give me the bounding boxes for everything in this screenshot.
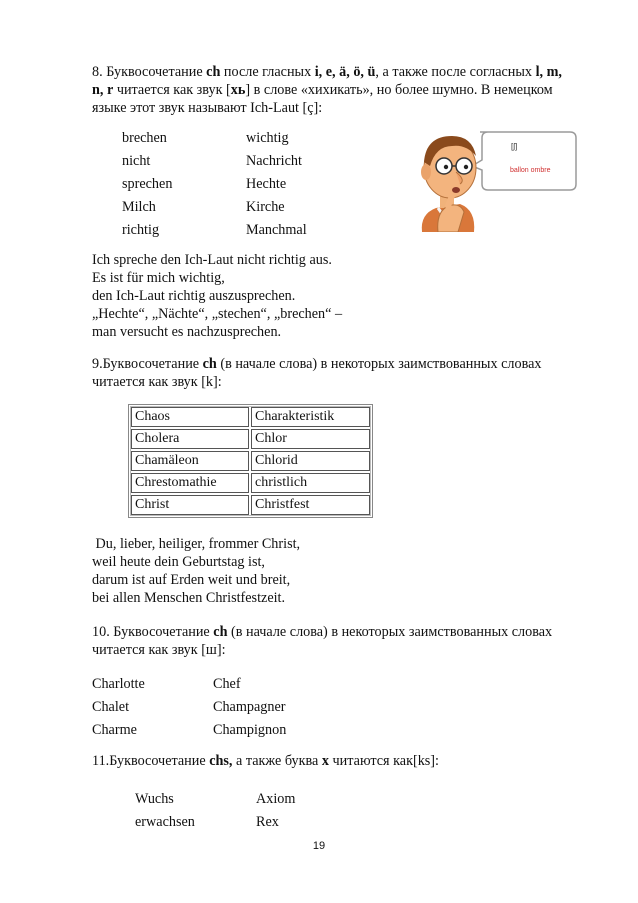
word-item: Milch — [122, 199, 156, 215]
word-item: Kirche — [246, 199, 285, 215]
table-cell: Cholera — [131, 429, 249, 449]
text-bold: i, e, ä, ö, ü — [314, 64, 376, 80]
table-cell: Christfest — [251, 495, 370, 515]
verse-line: man versucht es nachzusprechen. — [92, 324, 282, 340]
word-item: richtig — [122, 222, 160, 238]
word-item: Manchmal — [246, 222, 307, 238]
text-bold: chs, — [209, 753, 233, 769]
text-bold: x — [321, 753, 329, 769]
word-list-col1 — [122, 127, 172, 242]
word-item: Chef — [213, 676, 241, 692]
verse-line: darum ist auf Erden weit und breit, — [92, 572, 291, 588]
verse-line: Du, lieber, heiliger, frommer Christ, — [92, 536, 301, 552]
table-row — [131, 429, 370, 449]
table-cell: Chlor — [251, 429, 370, 449]
table-cell: Christ — [131, 495, 249, 515]
word-item: Axiom — [256, 791, 296, 807]
table-row — [131, 495, 370, 515]
verse-line: den Ich-Laut richtig auszusprechen. — [92, 288, 296, 304]
table-row — [131, 473, 370, 493]
word-item: erwachsen — [135, 814, 195, 830]
text-run: (в начале слова) в некоторых заимствованных словах — [216, 356, 542, 372]
table-cell: Chlorid — [251, 451, 370, 471]
word-list-col2 — [246, 127, 307, 242]
table-cell: christlich — [251, 473, 370, 493]
word-item: Charlotte — [92, 676, 145, 692]
text-bold: ch — [213, 624, 228, 640]
text-run: после гласных — [220, 64, 315, 80]
page-number: 19 — [312, 840, 326, 852]
table-cell: Chrestomathie — [131, 473, 249, 493]
section-9-verse — [92, 535, 602, 607]
verse-line: bei allen Menschen Christfestzeit. — [92, 590, 286, 606]
text-run: 10. Буквосочетание — [92, 624, 214, 640]
word-item: Charme — [92, 722, 137, 738]
text-run: а также буква — [232, 753, 322, 769]
text-run: 8. Буквосочетание — [92, 64, 207, 80]
word-item: wichtig — [246, 130, 289, 146]
table-row — [131, 407, 370, 427]
verse-line: „Hechte“, „Nächte“, „stechen“, „brechen“ – — [92, 306, 343, 322]
table-cell: Chaos — [131, 407, 249, 427]
section-11-text — [92, 752, 602, 770]
word-item: Chalet — [92, 699, 130, 715]
table-row — [131, 451, 370, 471]
text-run: ] в слове «хихикать», но более шумно. В немецком — [245, 82, 553, 98]
text-run: , а также после согласных — [375, 64, 536, 80]
verse-line: Es ist für mich wichtig, — [92, 270, 225, 286]
table-cell: Charakteristik — [251, 407, 370, 427]
text-run: 11.Буквосочетание — [92, 753, 210, 769]
section-8-verse — [92, 251, 602, 341]
word-item: Wuchs — [135, 791, 174, 807]
verse-line: Ich spreche den Ich-Laut nicht richtig aus. — [92, 252, 332, 268]
text-bold: l, m, — [535, 64, 562, 80]
text-line: языке этот звук называют Ich-Laut [ç]: — [92, 100, 323, 116]
word-list-col2 — [256, 788, 295, 834]
text-line: читается как звук [ш]: — [92, 642, 226, 658]
word-list-col2 — [213, 673, 286, 742]
word-list-col1 — [92, 673, 145, 742]
word-item: Champignon — [213, 722, 287, 738]
word-item: Nachricht — [246, 153, 302, 169]
word-item: sprechen — [122, 176, 173, 192]
word-item: brechen — [122, 130, 167, 146]
ch-words-table — [128, 404, 373, 518]
bubble-sound: [ʃ] — [511, 142, 518, 151]
section-9-text — [92, 355, 602, 391]
section-8-text — [92, 63, 602, 117]
text-run: читаются как[ks]: — [329, 753, 439, 769]
text-bold: хь — [230, 82, 246, 98]
cartoon-man-illustration — [408, 122, 578, 232]
word-item: nicht — [122, 153, 151, 169]
text-bold: n, r — [92, 82, 114, 98]
word-item: Hechte — [246, 176, 287, 192]
text-run: 9.Буквосочетание — [92, 356, 203, 372]
text-run: читается как звук [ — [113, 82, 231, 98]
word-item: Champagner — [213, 699, 286, 715]
table-cell: Chamäleon — [131, 451, 249, 471]
bubble-text: ballon ombre — [510, 167, 551, 174]
text-bold: ch — [202, 356, 217, 372]
word-list-col1 — [135, 788, 195, 834]
section-10-text — [92, 623, 602, 659]
text-line: читается как звук [k]: — [92, 374, 222, 390]
text-run: (в начале слова) в некоторых заимствованных словах — [227, 624, 553, 640]
word-item: Rex — [256, 814, 279, 830]
verse-line: weil heute dein Geburtstag ist, — [92, 554, 265, 570]
text-bold: ch — [206, 64, 221, 80]
